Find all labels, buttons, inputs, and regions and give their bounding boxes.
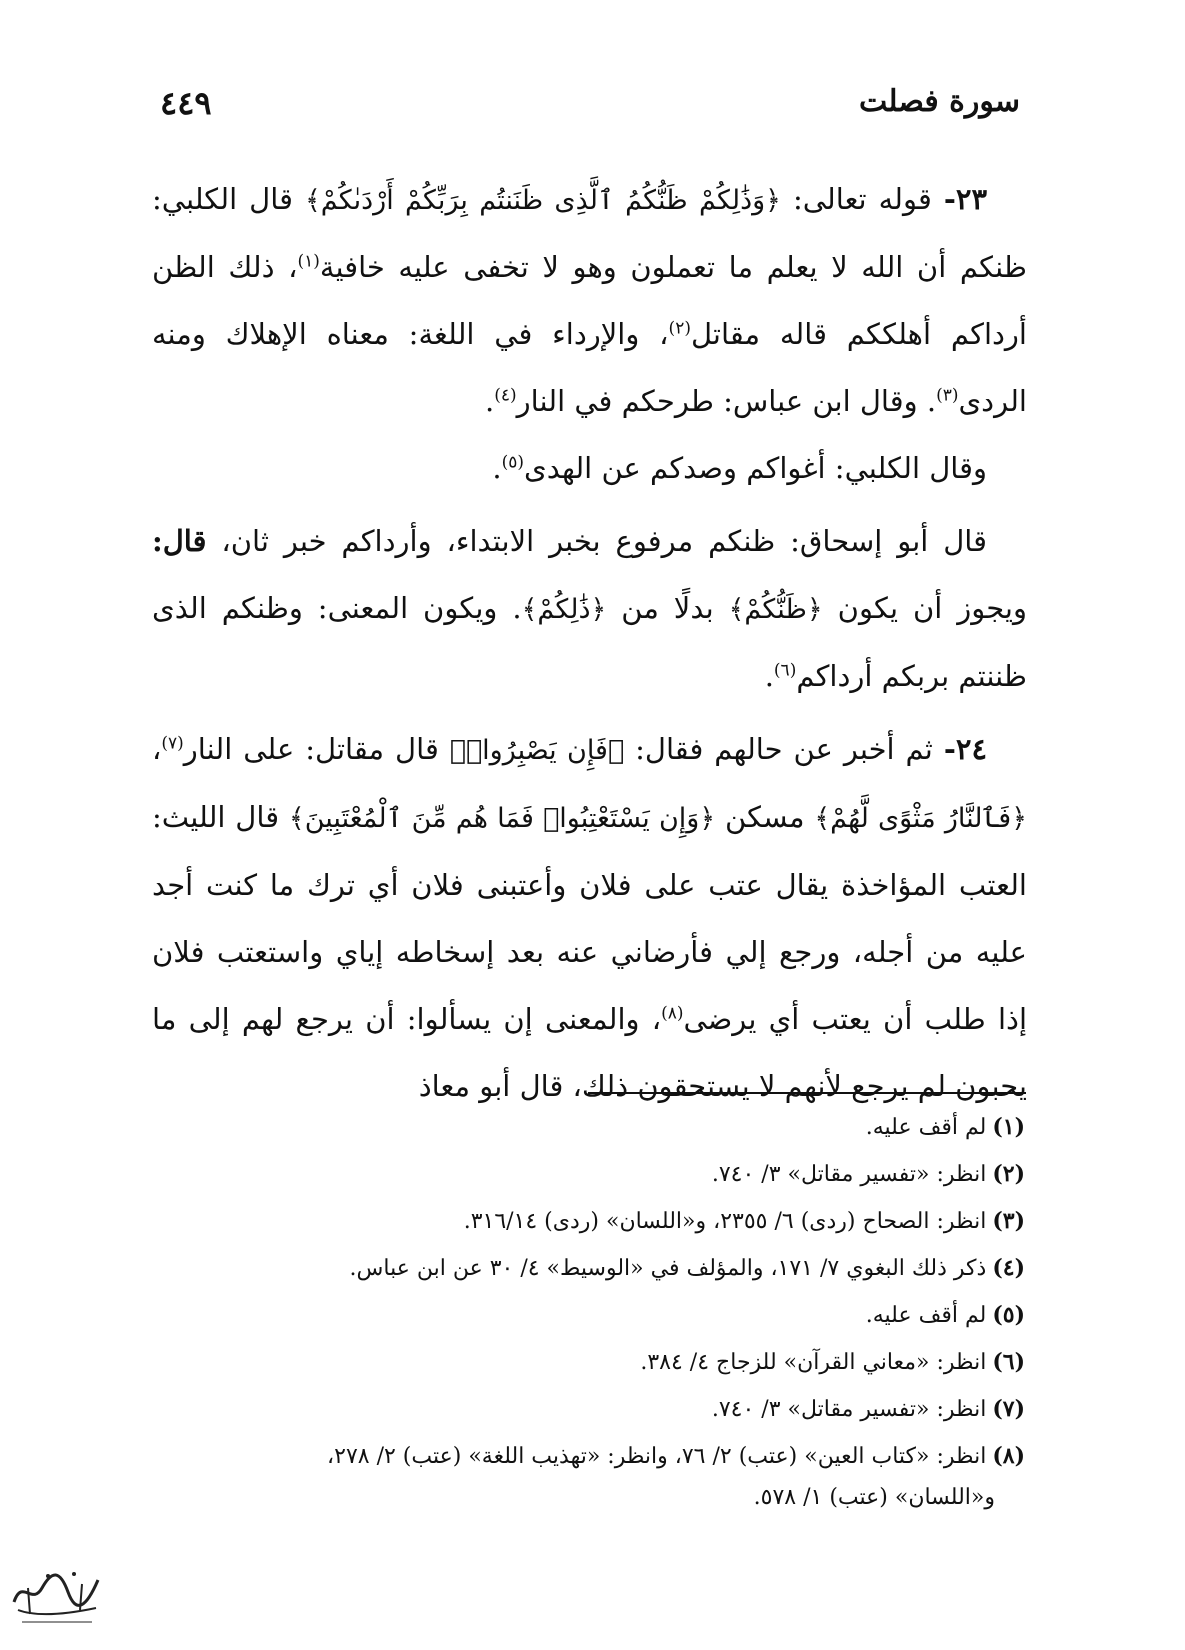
text-run: . ويكون المعنى: وظنكم الذى ظننتم بربكم أرداكم <box>152 591 1027 693</box>
text-run: . <box>764 659 774 693</box>
footnote-ref[interactable]: (٢) <box>668 318 691 339</box>
footnote-item <box>160 1292 1025 1339</box>
text-run: ، والمعنى إن يسألوا: أن يرجع لهم إلى ما يحبون لم يرجع لأنهم لا يستحقون ذلك، قال أبو معاذ <box>152 1002 1027 1103</box>
footnote-text: لم أقف عليه. <box>865 1115 987 1140</box>
footnote-item <box>160 1151 1025 1198</box>
text-run: قوله تعالى: <box>792 182 932 216</box>
main-text <box>152 166 1027 1120</box>
footnote-item <box>160 1245 1025 1292</box>
footnote-ref[interactable]: (٥) <box>501 452 525 473</box>
text-run: . وقال ابن عباس: طرحكم في النار <box>516 384 937 418</box>
text-run: ويجوز أن يكون <box>837 591 1028 625</box>
quran-quote: ﴿فَإِن يَصْبِرُوا۟﴾ <box>449 735 625 766</box>
footnote-number: (٣) <box>992 1208 1025 1234</box>
text-run: قال أبو إسحاق: ظنكم مرفوع بخبر الابتداء، وأرداكم خبر ثان، <box>221 524 988 558</box>
text-run: مسكن <box>725 800 805 834</box>
footnote-text: ذكر ذلك البغوي ٧/ ١٧١، والمؤلف في «الوسيط» ٤/ ٣٠ عن ابن عباس. <box>349 1256 987 1281</box>
footnote-number: (٥) <box>992 1302 1025 1328</box>
quran-quote: ﴿ذَٰلِكُمْ﴾ <box>521 594 607 625</box>
footnote-ref[interactable]: (٨) <box>661 1003 684 1024</box>
text-run: قال الليث: العتب المؤاخذة يقال عتب على فلان وأعتبنى فلان أي ترك ما كنت أجد عليه من أجله، ورجع إلي فأرضاني عنه بعد إسخاطه إياي واستعتب فلان إذا طلب أن يعتب أي يرضى <box>152 800 1027 1036</box>
footnote-text: انظر: «معاني القرآن» للزجاج ٤/ ٣٨٤. <box>640 1350 987 1375</box>
footnote-number: (٦) <box>992 1349 1025 1375</box>
footnote-number: (٢) <box>992 1161 1025 1187</box>
footnote-ref[interactable]: (٦) <box>773 660 797 681</box>
footnote-ref[interactable]: (١) <box>297 251 320 272</box>
footnote-number: (٤) <box>992 1255 1025 1281</box>
page-header <box>160 84 1020 140</box>
verse-number: ٢٣- <box>943 182 988 216</box>
footnote-divider <box>588 1092 1026 1094</box>
footnotes <box>160 1104 1025 1521</box>
footnote-ref[interactable]: (٧) <box>161 733 184 754</box>
footnote-text: لم أقف عليه. <box>865 1303 987 1328</box>
footnote-item <box>160 1433 1025 1480</box>
chapter-title: سورة فصلت <box>858 84 1020 119</box>
quran-quote: ﴿وَإِن يَسْتَعْتِبُوا۟ فَمَا هُم مِّنَ ٱلْمُعْتَبِينَ﴾ <box>288 803 716 834</box>
quran-quote: ﴿فَٱلنَّارُ مَثْوًى لَّهُمْ﴾ <box>814 803 1028 834</box>
footnote-item <box>160 1198 1025 1245</box>
paragraph-verse-23 <box>152 166 1027 435</box>
footnote-ref[interactable]: (٤) <box>494 385 517 406</box>
page-number: ٤٤٩ <box>160 84 212 122</box>
footnote-number: (٧) <box>992 1396 1025 1422</box>
text-run: . <box>485 384 495 418</box>
text-run: بدلًا من <box>621 591 714 625</box>
footnote-text: انظر: «تفسير مقاتل» ٣/ ٧٤٠. <box>711 1397 987 1422</box>
footnote-number: (١) <box>992 1114 1025 1140</box>
paragraph-verse-24 <box>152 716 1027 1120</box>
text-run: ، ذلك الظن أرداكم أهلككم قاله مقاتل <box>152 250 1027 351</box>
quran-quote: ﴿وَذَٰلِكُمْ ظَنُّكُمُ ٱلَّذِى ظَنَنتُم بِرَبِّكُمْ أَرْدَىٰكُمْ﴾ <box>304 185 781 216</box>
footnote-continuation <box>160 1474 1025 1521</box>
text-run: وقال الكلبي: أغواكم وصدكم عن الهدى <box>524 451 987 485</box>
text-run: ، <box>152 732 162 766</box>
footnote-text: انظر: «تفسير مقاتل» ٣/ ٧٤٠. <box>711 1162 987 1187</box>
footnote-item <box>160 1339 1025 1386</box>
text-run: قال الكلبي: ظنكم أن الله لا يعلم ما تعملون وهو لا تخفى عليه خافية <box>152 182 1027 284</box>
footnote-text: انظر: الصحاح (ردى) ٦/ ٢٣٥٥، و«اللسان» (ردى) ٣١٦/١٤. <box>463 1209 987 1234</box>
text-run: . <box>492 451 502 485</box>
footnote-item <box>160 1104 1025 1151</box>
quran-quote: ﴿ظَنُّكُمْ﴾ <box>728 594 823 625</box>
paragraph-abu-ishaq <box>152 508 1027 710</box>
footnote-number: (٨) <box>992 1443 1025 1469</box>
footnote-text: انظر: «كتاب العين» (عتب) ٢/ ٧٦، وانظر: «تهذيب اللغة» (عتب) ٢/ ٢٧٨، <box>327 1444 987 1469</box>
footnote-text: و«اللسان» (عتب) ١/ ٥٧٨. <box>753 1485 995 1510</box>
text-run: ، والإرداء في اللغة: معناه الإهلاك ومنه الردى <box>152 317 1027 418</box>
text-run: قال مقاتل: على النار <box>183 732 439 766</box>
footnote-ref[interactable]: (٣) <box>936 385 959 406</box>
text-run: ثم أخبر عن حالهم فقال: <box>635 732 933 766</box>
verse-number: ٢٤- <box>943 732 988 766</box>
library-stamp-logo <box>8 1558 104 1632</box>
qal-label: قال: <box>152 524 207 558</box>
footnote-item <box>160 1386 1025 1433</box>
paragraph-kalbi <box>152 435 1027 502</box>
